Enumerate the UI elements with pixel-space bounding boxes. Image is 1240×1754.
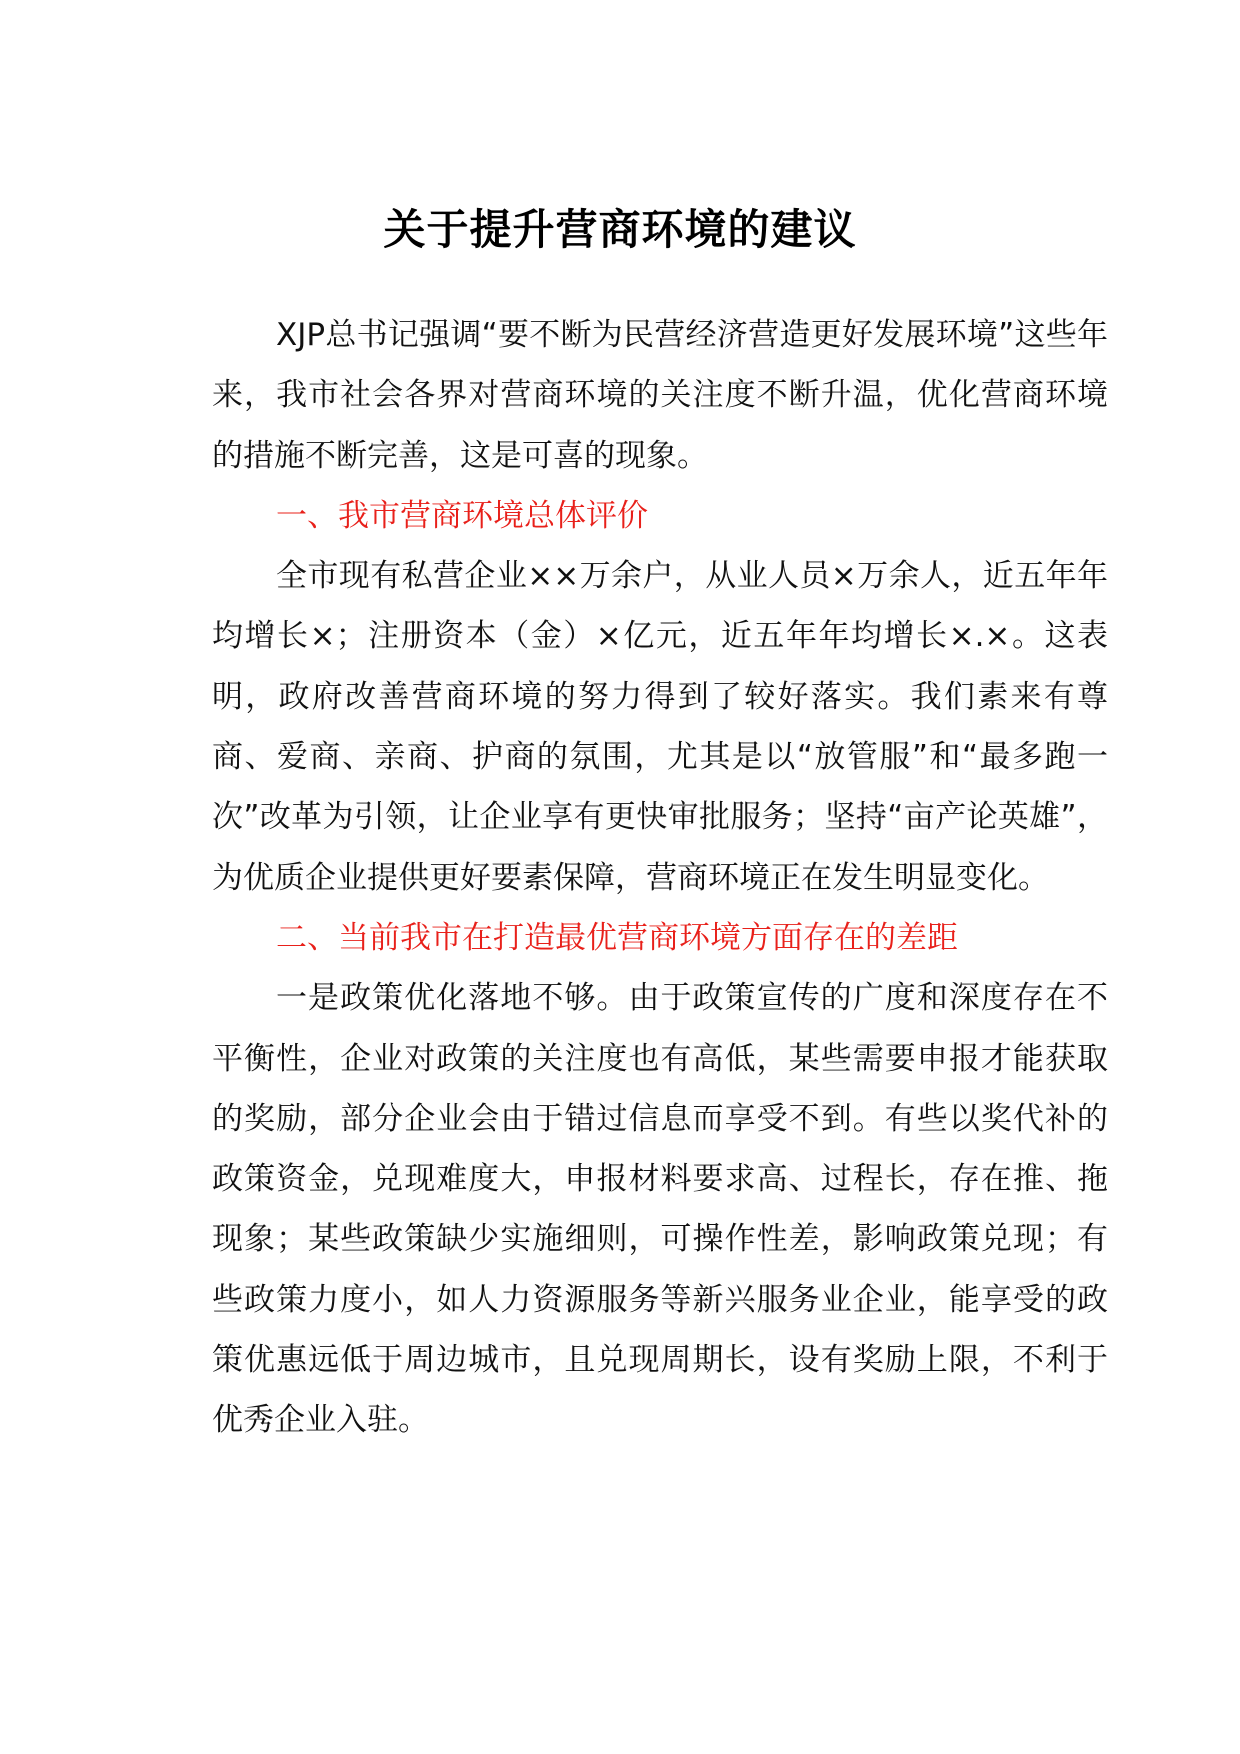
section-2-paragraph: 一是政策优化落地不够。由于政策宣传的广度和深度存在不平衡性，企业对政策的关注度也有高低，某些需要申报才能获取的奖励，部分企业会由于错过信息而享受不到。有些以奖代补的政策资金，兑现难度大，申报材料要求高、过程长，存在推、拖现象；某些政策缺少实施细则，可操作性差，影响政策兑现；有些政策力度小，如人力资源服务等新兴服务业企业，能享受的政策优惠远低于周边城市，且兑现周期长，设有奖励上限，不利于优秀企业入驻。 <box>212 980 1108 1439</box>
section-heading-1: 一、我市营商环境总体评价 <box>276 497 648 534</box>
section-1-paragraph: 全市现有私营企业××万余户，从业人员×万余人，近五年年均增长×；注册资本（金）×亿元，近五年年均增长×.×。这表明，政府改善营商环境的努力得到了较好落实。我们素来有尊商、爱商、亲商、护商的氛围，尤其是以“放管服”和“最多跑一次”改革为引领，让企业享有更快审批服务；坚持“亩产论英雄”，为优质企业提供更好要素保障，营商环境正在发生明显变化。 <box>212 558 1108 896</box>
document-title: 关于提升营商环境的建议 <box>383 205 857 254</box>
document-body <box>212 305 1108 1451</box>
section-heading-2: 二、当前我市在打造最优营商环境方面存在的差距 <box>276 919 958 956</box>
intro-paragraph: XJP总书记强调“要不断为民营经济营造更好发展环境”这些年来，我市社会各界对营商环境的关注度不断升温，优化营商环境的措施不断完善，这是可喜的现象。 <box>212 317 1108 474</box>
